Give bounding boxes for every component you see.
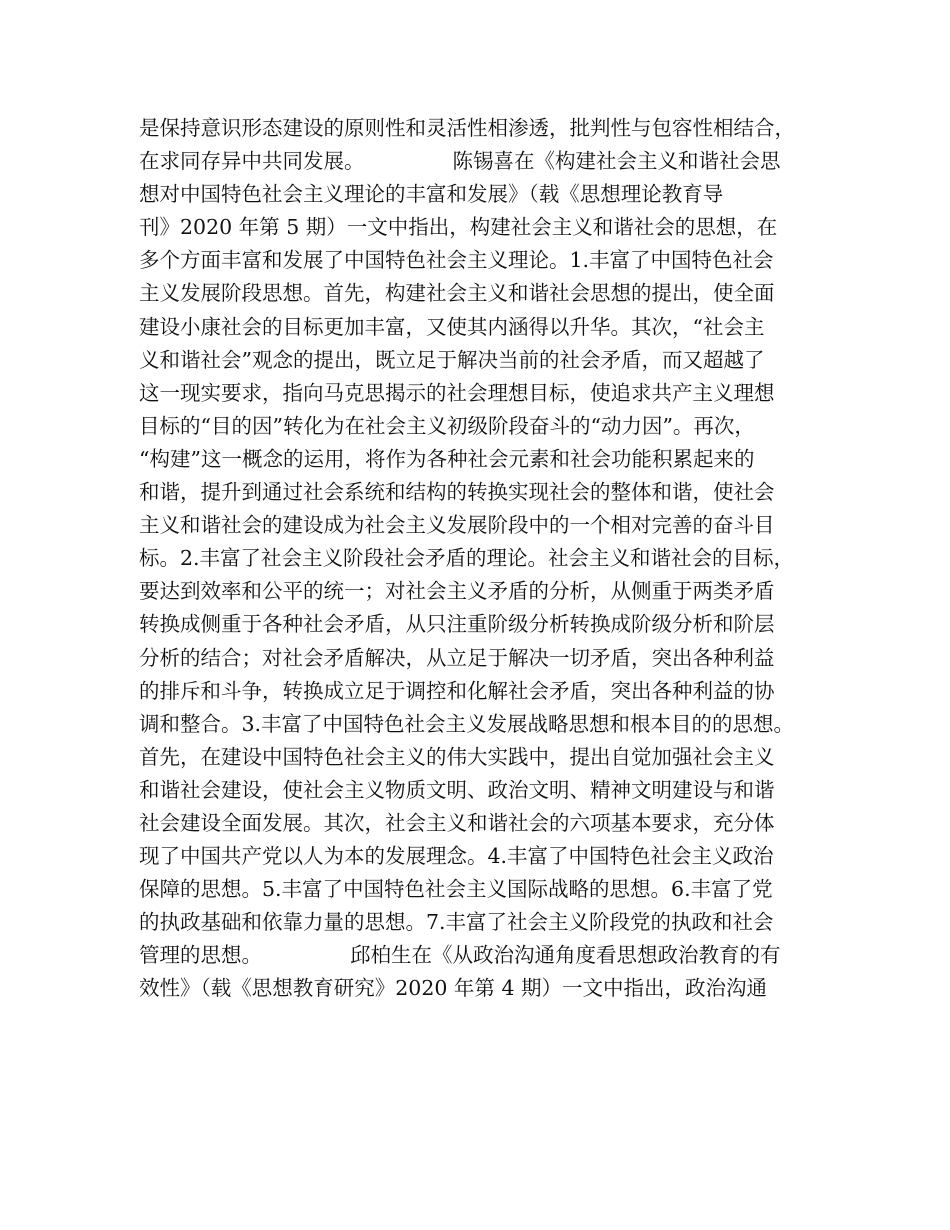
text-line: 调和整合。3.丰富了中国特色社会主义发展战略思想和根本目的的思想。	[139, 711, 795, 736]
text-line: 想对中国特色社会主义理论的丰富和发展》（载《思想理论教育导	[139, 182, 724, 207]
text-line: 建设小康社会的目标更加丰富，又使其内涵得以升华。其次，“社会主	[139, 314, 765, 339]
text-segment: 管理的思想。	[139, 943, 262, 968]
text-line: 的排斥和斗争，转换成立足于调控和化解社会矛盾，突出各种利益的协	[139, 678, 775, 703]
text-line: 保障的思想。5.丰富了中国特色社会主义国际战略的思想。6.丰富了党	[139, 877, 773, 902]
text-segment: 在求同存异中共同发展。	[139, 149, 365, 174]
text-line: “构建”这一概念的运用，将作为各种社会元素和社会功能积累起来的	[139, 446, 755, 471]
text-line: 多个方面丰富和发展了中国特色社会主义理论。1.丰富了中国特色社会	[139, 248, 774, 273]
text-line: 转换成侧重于各种社会矛盾，从只注重阶级分析转换成阶级分析和阶层	[139, 612, 775, 637]
text-line: 的执政基础和依靠力量的思想。7.丰富了社会主义阶段党的执政和社会	[139, 910, 774, 935]
text-line: 目标的“目的因”转化为在社会主义初级阶段奋斗的“动力因”。再次，	[139, 413, 755, 438]
body-text	[139, 112, 839, 1006]
text-line	[139, 145, 839, 178]
text-line: 社会建设全面发展。其次，社会主义和谐社会的六项基本要求，充分体	[139, 810, 775, 835]
text-line: 主义和谐社会的建设成为社会主义发展阶段中的一个相对完善的奋斗目	[139, 513, 775, 538]
text-line: 现了中国共产党以人为本的发展理念。4.丰富了中国特色社会主义政治	[139, 844, 774, 869]
text-line: 义和谐社会”观念的提出，既立足于解决当前的社会矛盾，而又超越了	[139, 347, 765, 372]
text-line: 和谐，提升到通过社会系统和结构的转换实现社会的整体和谐，使社会	[139, 480, 775, 505]
text-line: 效性》（载《思想教育研究》2020 年第 4 期）一文中指出，政治沟通	[139, 976, 768, 1001]
text-line: 分析的结合；对社会矛盾解决，从立足于解决一切矛盾，突出各种利益	[139, 645, 775, 670]
text-line: 这一现实要求，指向马克思揭示的社会理想目标，使追求共产主义理想	[139, 380, 775, 405]
text-line: 刊》2020 年第 5 期）一文中指出，构建社会主义和谐社会的思想，在	[139, 215, 778, 240]
text-line: 要达到效率和公平的统一；对社会主义矛盾的分析，从侧重于两类矛盾	[139, 579, 775, 604]
text-segment: 陈锡喜在《构建社会主义和谐社会思	[452, 149, 781, 174]
text-line: 首先，在建设中国特色社会主义的伟大实践中，提出自觉加强社会主义	[139, 744, 775, 769]
text-line: 主义发展阶段思想。首先，构建社会主义和谐社会思想的提出，使全面	[139, 281, 775, 306]
text-line: 和谐社会建设，使社会主义物质文明、政治文明、精神文明建设与和谐	[139, 777, 775, 802]
text-line	[139, 939, 839, 972]
text-line: 是保持意识形态建设的原则性和灵活性相渗透，批判性与包容性相结合，	[139, 116, 795, 140]
text-segment: 邱柏生在《从政治沟通角度看思想政治教育的有	[350, 943, 781, 968]
text-line: 标。2.丰富了社会主义阶段社会矛盾的理论。社会主义和谐社会的目标，	[139, 546, 795, 571]
